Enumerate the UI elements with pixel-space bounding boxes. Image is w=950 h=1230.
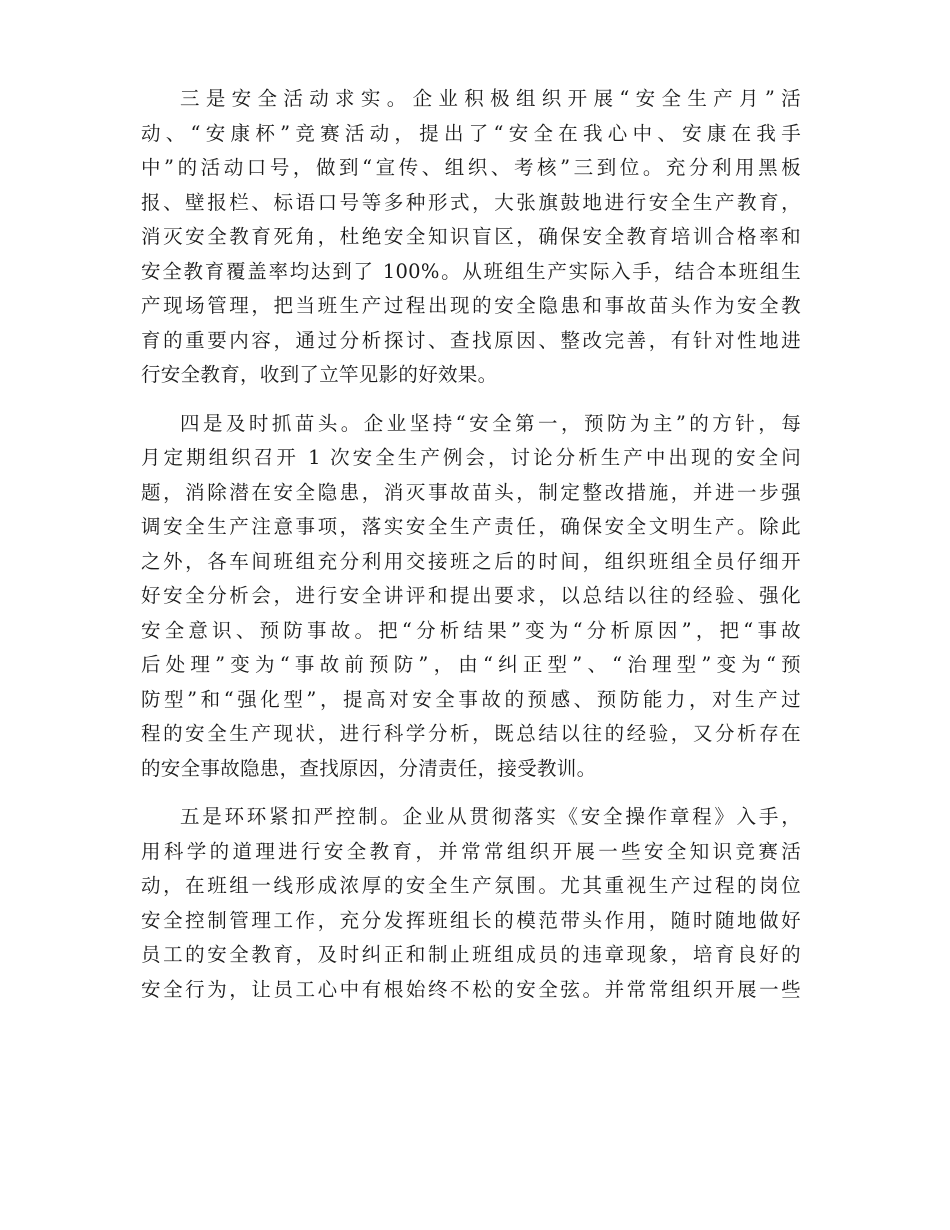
text-line: 安全控制管理工作，充分发挥班组长的模范带头作用，随时随地做好 [141, 908, 801, 932]
text-line: 安全行为，让员工心中有根始终不松的安全弦。并常常组织开展一些 [141, 977, 801, 1001]
text-line: 动、“安康杯”竞赛活动，提出了“安全在我心中、安康在我手 [141, 121, 801, 145]
document-body [141, 82, 801, 1021]
text-line: 五是环环紧扣严控制。企业从贯彻落实《安全操作章程》入手， [180, 805, 801, 828]
text-line: 调安全生产注意事项，落实安全生产责任，确保安全文明生产。除此 [141, 515, 801, 538]
text-line: 用科学的道理进行安全教育，并常常组织开展一些安全知识竞赛活 [141, 839, 801, 863]
text-line: 四是及时抓苗头。企业坚持“安全第一，预防为主”的方针，每 [180, 411, 801, 435]
text-line: 安全教育覆盖率均达到了 100%。从班组生产实际入手，结合本班组生 [141, 259, 801, 283]
text-line: 员工的安全教育，及时纠正和制止班组成员的违章现象，培育良好的 [141, 943, 801, 966]
text-line: 动，在班组一线形成浓厚的安全生产氛围。尤其重视生产过程的岗位 [141, 874, 801, 897]
paragraph-safety-activities [141, 82, 801, 393]
text-line: 程的安全生产现状，进行科学分析，既总结以往的经验，又分析存在 [141, 722, 801, 745]
text-line: 之外，各车间班组充分利用交接班之后的时间，组织班组全员仔细开 [141, 549, 801, 573]
text-line: 的安全事故隐患，查找原因，分清责任，接受教训。 [141, 756, 597, 780]
text-line: 产现场管理，把当班生产过程出现的安全隐患和事故苗头作为安全教 [141, 294, 801, 317]
text-line: 行安全教育，收到了立竿见影的好效果。 [141, 363, 498, 386]
text-line: 消灭安全教育死角，杜绝安全知识盲区，确保安全教育培训合格率和 [141, 225, 801, 248]
text-line: 三是安全活动求实。企业积极组织开展“安全生产月”活 [180, 87, 801, 110]
text-line: 题，消除潜在安全隐患，消灭事故苗头，制定整改措施，并进一步强 [141, 480, 801, 504]
text-line: 月定期组织召开 1 次安全生产例会，讨论分析生产中出现的安全问 [141, 446, 801, 469]
paragraph-early-warning [141, 407, 801, 787]
text-line: 中”的活动口号，做到“宣传、组织、考核”三到位。充分利用黑板 [141, 156, 801, 179]
text-line: 好安全分析会，进行安全讲评和提出要求，以总结以往的经验、强化 [141, 584, 801, 607]
paragraph-strict-control [141, 800, 801, 1007]
text-line: 安全意识、预防事故。把“分析结果”变为“分析原因”，把“事故 [141, 618, 801, 642]
text-line: 育的重要内容，通过分析探讨、查找原因、整改完善，有针对性地进 [141, 328, 801, 352]
text-line: 防型”和“强化型”，提高对安全事故的预感、预防能力，对生产过 [141, 687, 801, 711]
text-line: 后处理”变为“事故前预防”，由“纠正型”、“治理型”变为“预 [141, 653, 801, 676]
text-line: 报、壁报栏、标语口号等多种形式，大张旗鼓地进行安全生产教育， [141, 190, 801, 214]
